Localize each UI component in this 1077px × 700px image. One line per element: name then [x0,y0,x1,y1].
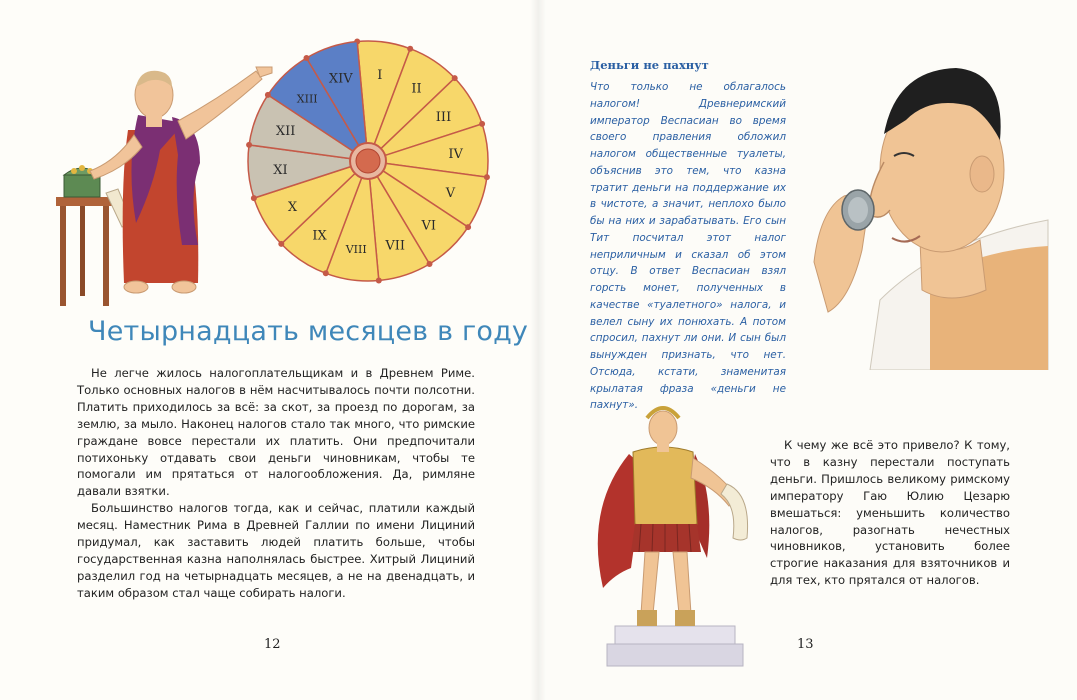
paragraph: Не легче жилось налогоплательщикам и в Древнем Риме. Только основных налогов в нём насчитывалось почти полсотни. Платить приходилось за всё: за скот, за проезд по дорогам, за землю, за мыло. Наконец налогов стало так много, что римские граждане вовсе перестали их платить. Они предпочитали потихоньку отдавать свои деньги чиновникам, чтобы те помогали им прятаться от налогообложения. Да, римляне давали взятки. [77,366,475,499]
wheel-month-label: VIII [345,243,367,257]
scroll [721,484,748,540]
wheel-month-label: X [287,200,298,216]
wheel-rim-dot [407,46,413,52]
chapter-title: Четырнадцать месяцев в году [88,316,529,347]
sidebar-title: Деньги не пахнут [590,58,709,72]
wheel-rim-dot [376,278,382,284]
wheel-rim-dot [452,75,458,81]
page-number-right: 13 [797,637,814,652]
caesar-statue-illustration [575,388,775,673]
table-top [56,197,114,206]
wheel-rim-dot [479,121,485,127]
wheel-rim-dot [323,270,329,276]
wheel-month-label: VI [421,218,437,234]
wheel-rim-dot [278,241,284,247]
wheel-month-label: V [445,185,456,201]
wheel-month-label: XII [275,124,296,140]
wheel-month-label: XI [273,162,288,178]
paragraph: Большинство налогов тогда, как и сейчас, платили каждый месяц. Наместник Рима в Древней Галлии по имени Лициний придумал, как заставить людей платить больше, чтобы государственная казна наполнялась быстрее. Хитрый Лициний разделил год на четырнадцать месяцев, а не на двенадцать, и таким образом стал чаще собирать налоги. [77,501,475,600]
wheel-month-label: VII [385,238,406,254]
armor [633,447,697,529]
right-body-text [770,437,1010,589]
pedestal [615,626,735,646]
wheel-month-label: XIV [328,71,353,87]
page-number-left: 12 [264,637,281,652]
wheel-month-label: II [411,81,422,97]
sidebar-paragraph: Что только не облагалось налогом! Древнеримский император Веспасиан во время своего правления обложил налогом общественные туалеты, объяснив это тем, что казна тратит деньги на поддержание их в чистоте, а значит, неплохо было бы на них и зарабатывать. Его сын Тит посчитал этот налог неприличным и сказал об этом отцу. В ответ Веспасиан взял горсть монет, полученных в качестве «туалетного» налога, и велел сыну их понюхать. А потом спросил, пахнут ли они. И сын был вынужден признать, что нет. Отсюда, кстати, знаменитая крылатая фраза «деньги не пахнут». [590,81,786,412]
book-gutter [530,0,546,700]
paragraph: К чему же всё это привело? К тому, что в казну перестали поступать деньги. Пришлось великому римскому императору Гаю Юлию Цезарю вмешаться: уменьшить количество налогов, разогнать нечестных чиновников, установить более строгие наказания для взяточников и для тех, кто прятался от налогов. [770,438,1010,588]
wheel-rim-dot [427,261,433,267]
wheel-month-label: IV [448,147,463,163]
left-body-text [77,365,475,602]
wheel-month-label: XIII [296,92,318,106]
sidebar-text [590,79,786,414]
head [649,411,677,445]
wheel-month-label: IX [312,228,327,244]
wheel-month-label: III [435,109,452,125]
wheel-rim-dot [251,195,257,201]
wheel-rim-dot [246,142,252,148]
wheel-rim-dot [484,174,490,180]
wheel-rim-dot [304,55,310,61]
vespasian-illustration [810,50,1050,370]
wheel-rim-dot [465,224,471,230]
wheel-month-label: I [377,67,383,83]
fourteen-month-wheel [242,35,494,287]
wheel-rim-dot [265,92,271,98]
